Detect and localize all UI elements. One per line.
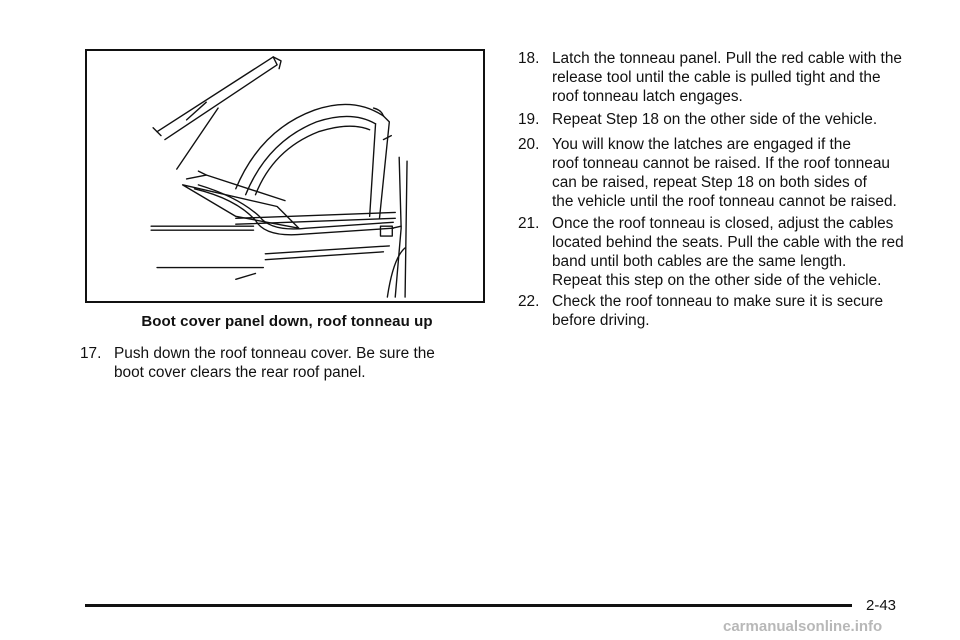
step-number: 20. [518,136,540,153]
footer-rule [85,604,852,607]
step-number: 19. [518,111,540,128]
page-number: 2-43 [866,597,897,614]
step-20 [518,135,938,211]
step-number: 18. [518,50,540,67]
figure-caption: Boot cover panel down, roof tonneau up [141,313,433,330]
tonneau-illustration [87,51,483,301]
step-number: 21. [518,215,540,232]
step-text: Latch the tonneau panel. Pull the red cable with the release tool until the cable is pulled tight and the roof tonneau latch engages. [552,50,902,105]
step-19 [518,110,938,129]
step-text: You will know the latches are engaged if the roof tonneau cannot be raised. If the roof tonneau can be raised, repeat Step 18 on both sides of the vehicle until the roof tonneau cannot be raised. [552,136,897,210]
step-text: Check the roof tonneau to make sure it is secure before driving. [552,293,884,329]
step-text: Repeat Step 18 on the other side of the vehicle. [552,111,878,128]
step-17 [80,344,480,382]
watermark-text: carmanualsonline.info [723,618,883,635]
step-number: 17. [80,345,102,362]
illustration-figure [85,49,485,303]
step-18 [518,49,938,106]
step-text: Push down the roof tonneau cover. Be sure the boot cover clears the rear roof panel. [114,345,435,381]
step-text: Once the roof tonneau is closed, adjust the cables located behind the seats. Pull the cable with the red band until both cables are the same length. Repeat this step on the other side of the vehicle. [552,215,904,289]
step-21 [518,214,938,290]
step-22 [518,292,938,330]
step-number: 22. [518,293,540,310]
